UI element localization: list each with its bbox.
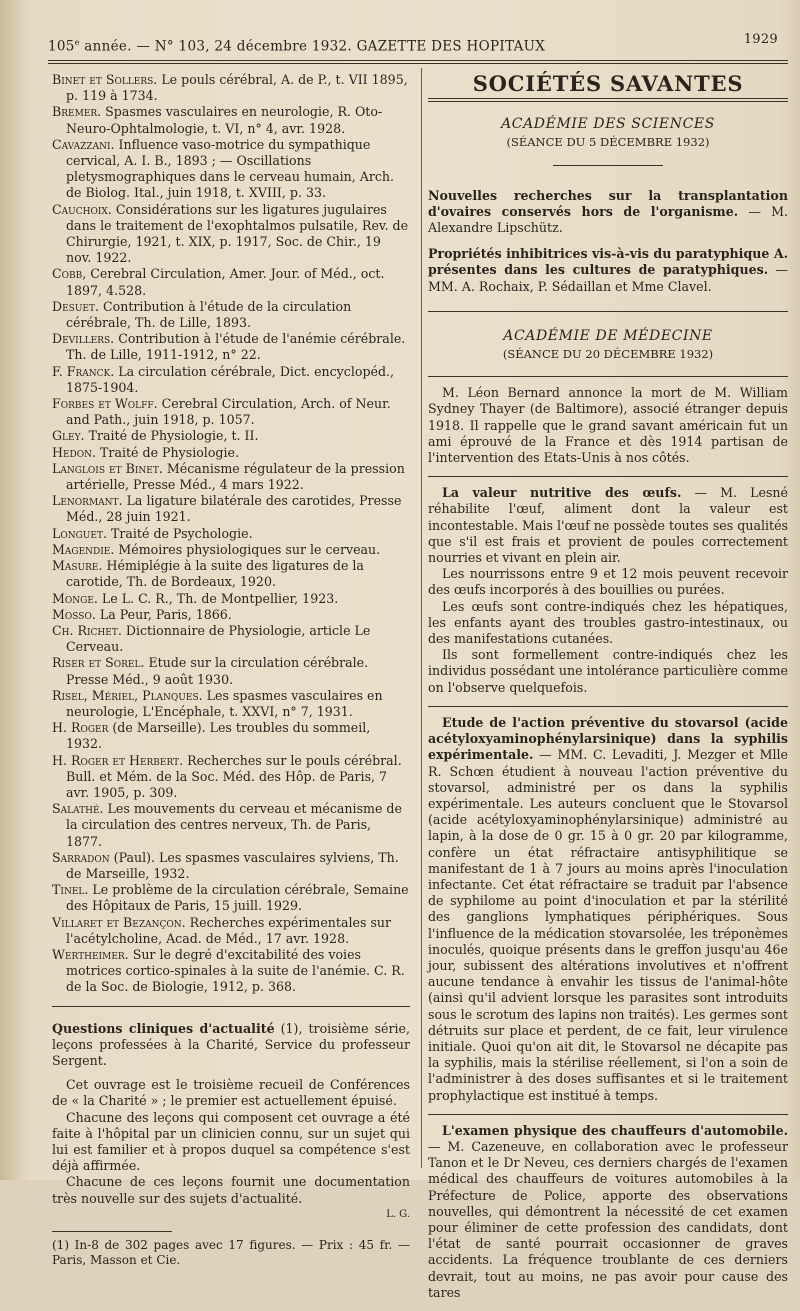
bibliography-entry: [52, 720, 410, 752]
entry-author: Longuet.: [52, 525, 107, 541]
running-header: [48, 32, 778, 60]
entry-author: Sarradon: [52, 849, 110, 865]
communication-item: [428, 1123, 788, 1301]
session-rule: [428, 376, 788, 377]
communication-text: — MM. C. Levaditi, J. Mezger et Mlle R. Schœn étudient à nouveau l'action préventive du stovarsol, administré per os dans la syphilis expérimentale. Les auteurs concluent que le Stovarsol (acide acétyloxyaminophénylarsinique) administré au lapin, à la dose de 0 gr. 15 à 0 gr. 20 par kilogramme, confère un état réfractaire antisyphilitique se manifestant de 1 à 7 jours au moins après l'inoculation infectante. Cet état réfractaire se traduit par l'absence de syphilome au point d'inoculation et par la stérilité des ganglions lymphatiques périphériques. Sous l'influence de la médication stovarsolée, les tréponèmes inoculés, quoique présents dans le greffon jusqu'au 46e jour, subissent des altérations involutives et n'offrent aucune tendance à envahir les tissus de l'animal-hôte (ainsi qu'il advient lorsque les parasites sont introduits sous le scrotum des lapins non traités). Les germes sont détruits sur place et perdent, de ce fait, leur virulence initiale. Quoi qu'on ait dit, le Stovarsol ne décapite pas la syphilis, mais la stérilise réellement, si l'on a soin de l'administrer à des doses suffisantes et si le traitement prophylactique est institué à temps.: [428, 747, 788, 1103]
communication-text: — M. Lesné réhabilite l'œuf, aliment dont la valeur est incontestable. Mais l'œuf ne possède toutes ses qualités que s'il est frais et provient de poules correctement nourries et vivant en plein air.: [428, 485, 788, 566]
bibliography-entry: [52, 753, 410, 802]
footnote-separator: [52, 1231, 172, 1232]
entry-author: Salathé.: [52, 801, 104, 817]
bibliography-entry: [52, 137, 410, 202]
entry-reference: Traité de Physiologie.: [96, 444, 239, 460]
title-rule-thin: [428, 101, 788, 102]
entry-reference: (Paul). Les spasmes vasculaires sylviens, Th. de Marseille, 1932.: [66, 849, 399, 881]
entry-author: Tinel.: [52, 882, 89, 898]
entry-reference: Hémiplégie à la suite des ligatures de la carotide, Th. de Bordeaux, 1920.: [66, 558, 364, 590]
entry-author: Forbes et Wolff.: [52, 396, 158, 412]
communication-text: Ils sont formellement contre-indiqués chez les individus possédant une intolérance particulière comme on l'observe quelquefois.: [428, 647, 788, 695]
bibliography-entry: [52, 542, 410, 558]
communication-text: Les nourrissons entre 9 et 12 mois peuvent recevoir des œufs incorporés à des bouillies ou purées.: [428, 566, 788, 598]
communication-text: Les œufs sont contre-indiqués chez les hépatiques, les enfants ayant des troubles gastro-intestinaux, ou des manifestations cutanées.: [428, 598, 788, 647]
entry-author: H. Roger et Herbert.: [52, 752, 184, 768]
entry-reference: Cerebral Circulation, Amer. Jour. of Méd., oct. 1897, 4.528.: [66, 266, 385, 298]
bibliography-entry: [52, 202, 410, 267]
entry-author: Bremer.: [52, 104, 102, 120]
item-divider: [428, 706, 788, 707]
bibliography-entry: [52, 947, 410, 996]
entry-reference: Sur le degré d'excitabilité des voies motrices cortico-spinales à la suite de l'anémie. C. R. de la Soc. de Biologie, 1912, p. 368.: [66, 946, 405, 995]
review-heading: [52, 1021, 410, 1070]
entry-reference: Dictionnaire de Physiologie, article Le Cerveau.: [66, 622, 371, 655]
bibliography-entry: [52, 364, 410, 396]
bibliography-entry: [52, 104, 410, 136]
entry-reference: Recherches expérimentales sur l'acétylcholine, Acad. de Méd., 17 avr. 1928.: [66, 914, 392, 946]
entry-reference: Traité de Physiologie, t. II.: [84, 428, 259, 444]
entry-reference: La ligature bilatérale des carotides, Presse Méd., 28 juin 1921.: [66, 493, 402, 525]
entry-author: Cobb,: [52, 266, 87, 282]
header-rule: [48, 60, 788, 61]
bibliography-entry: [52, 882, 410, 914]
entry-reference: Spasmes vasculaires en neurologie, R. Oto-Neuro-Ophtalmologie, t. VI, n° 4, avr. 1928.: [66, 104, 383, 136]
header-rule-thin: [48, 63, 788, 64]
entry-reference: (de Marseille). Les troubles du sommeil, 1932.: [66, 720, 371, 752]
review-signature: L. G.: [386, 1208, 410, 1220]
entry-reference: Etude sur la circulation cérébrale. Presse Méd., 9 août 1930.: [66, 655, 369, 687]
entry-author: Desuet.: [52, 298, 99, 314]
entry-author: Cavazzani.: [52, 136, 115, 152]
page-number: 1929: [743, 32, 778, 47]
entry-author: Wertheimer.: [52, 946, 129, 962]
title-rule: [428, 98, 788, 99]
review-paragraph: Cet ouvrage est le troisième recueil de Conférences de « la Charité » ; le premier est actuellement épuisé.: [52, 1077, 410, 1109]
entry-author: Mosso.: [52, 606, 96, 622]
bibliography-entry: [52, 331, 410, 363]
obituary-notice: [428, 385, 788, 466]
entry-author: Villaret et Bezançon.: [52, 914, 186, 930]
academy-name: ACADÉMIE DES SCIENCES: [501, 116, 715, 133]
entry-reference: Mémoires physiologiques sur le cerveau.: [114, 541, 381, 557]
bibliography-entry: [52, 445, 410, 461]
column-divider: [421, 68, 422, 1168]
communication-item: [428, 715, 788, 1104]
bibliography-entry: [52, 801, 410, 850]
header-issue-line: 105e année. — N° 103, 24 décembre 1932. GAZETTE DES HOPITAUX: [48, 38, 546, 55]
entry-reference: Influence vaso-motrice du sympathique cervical, A. I. B., 1893 ; — Oscillations pletysmographiques dans le cerveau humain, Arch. de Biolog. Ital., juin 1918, t. XVIII, p. 33.: [66, 136, 395, 201]
entry-reference: Les mouvements du cerveau et mécanisme de la circulation des centres nerveux, Th. de Paris, 1877.: [66, 801, 402, 849]
entry-reference: Contribution à l'étude de l'anémie cérébrale. Th. de Lille, 1911-1912, n° 22.: [66, 331, 406, 363]
entry-reference: La Peur, Paris, 1866.: [95, 606, 232, 622]
entry-reference: La circulation cérébrale, Dict. encyclopéd., 1875-1904.: [66, 363, 395, 395]
entry-reference: Les spasmes vasculaires en neurologie, L'Encéphale, t. XXVI, n° 7, 1931.: [66, 687, 383, 719]
bibliography-entry: [52, 299, 410, 331]
review-paragraph: Chacune des leçons qui composent cet ouvrage a été faite à l'hôpital par un clinicien connu, sur un sujet qui lui est familier et à propos duquel sa compétence s'est déjà affirmée.: [52, 1109, 410, 1174]
entry-author: Risel, Mériel, Planques.: [52, 687, 203, 703]
review-paragraph: Chacune de ces leçons fournit une documentation très nouvelle sur des sujets d'actualité.: [52, 1174, 410, 1206]
bibliography-list: [52, 72, 410, 996]
bibliography-entry: [52, 72, 410, 104]
communication-authors: — MM. A. Rochaix, P. Sédaillan et Mme Clavel.: [428, 262, 788, 294]
entry-reference: Le pouls cérébral, A. de P., t. VII 1895, p. 119 à 1734.: [66, 72, 408, 104]
entry-reference: Le L. C. R., Th. de Montpellier, 1923.: [97, 590, 339, 606]
bibliography-entry: [52, 850, 410, 882]
bibliography-entry: [52, 623, 410, 655]
section-title: SOCIÉTÉS SAVANTES: [472, 71, 744, 96]
session-date: (SÉANCE DU 5 DÉCEMBRE 1932): [506, 135, 710, 150]
bibliography-entry: [52, 591, 410, 607]
entry-author: H. Roger: [52, 720, 109, 736]
entry-reference: Contribution à l'étude de la circulation cérébrale, Th. de Lille, 1893.: [66, 298, 352, 331]
item-divider: [428, 1114, 788, 1115]
entry-author: Magendie.: [52, 541, 115, 557]
bibliography-entry: [52, 915, 410, 947]
entry-author: Binet et Sollers.: [52, 72, 158, 87]
bibliography-entry: [52, 266, 410, 298]
communication-item: [428, 188, 788, 237]
section-separator: [52, 1006, 410, 1007]
academy-rule: [553, 165, 663, 166]
entry-reference: Mécanisme régulateur de la pression artérielle, Presse Méd., 4 mars 1922.: [66, 460, 405, 493]
academie-sciences: [428, 116, 788, 295]
entry-author: Masure.: [52, 558, 103, 574]
entry-reference: Considérations sur les ligatures jugulaires dans le traitement de l'exophtalmos pulsatile, Rev. de Chirurgie, 1921, t. XIX, p. 1917, Soc. de Chir., 19 nov. 1922.: [66, 201, 409, 266]
bibliography-entry: [52, 607, 410, 623]
communication-text: — M. Cazeneuve, en collaboration avec le professeur Tanon et le Dr Neveu, ces derniers chargés de l'examen médical des chauffeurs de voitures automobiles à la Préfecture de Police, apporte des observations nouvelles, qui démontrent la nécessité de cet examen pour éliminer de cette profession des candidats, dont l'état de santé pourrait occasionner de graves accidents. La fréquence troublante de ces derniers devrait, tout au moins, ne pas avoir pour cause des tares: [428, 1138, 788, 1300]
bibliography-entry: [52, 428, 410, 444]
communication-title: Propriétés inhibitrices vis-à-vis du paratyphique A. présentes dans les cultures de paratyphiques.: [428, 246, 788, 278]
entry-author: Hedon.: [52, 444, 97, 460]
entry-author: F. Franck.: [52, 363, 115, 379]
bibliography-entry: [52, 688, 410, 720]
item-divider: [428, 476, 788, 477]
review-title: Questions cliniques d'actualité: [52, 1020, 275, 1036]
entry-author: Cauchoix.: [52, 201, 112, 217]
obituary-text: M. Léon Bernard annonce la mort de M. William Sydney Thayer (de Baltimore), associé étranger depuis 1918. Il rappelle que le grand savant américain fut un ami éprouvé de la France et dès 1914 partisan de l'intervention des Etats-Unis à nos côtés.: [428, 385, 788, 466]
review-subtitle: (1), troisième série, leçons professées à la Charité, Service du professeur Sergent.: [52, 1020, 410, 1068]
academy-divider: [428, 311, 788, 312]
communication-authors: — M. Alexandre Lipschütz.: [428, 203, 788, 236]
bibliography-entry: [52, 493, 410, 525]
session-date: (SÉANCE DU 20 DÉCEMBRE 1932): [502, 347, 714, 362]
bibliography-entry: [52, 396, 410, 428]
communication-title: L'examen physique des chauffeurs d'automobile.: [442, 1122, 788, 1138]
communication-item: [428, 485, 788, 696]
entry-author: Lenormant.: [52, 493, 123, 509]
entry-author: Devillers.: [52, 331, 115, 347]
entry-reference: Recherches sur le pouls cérébral. Bull. et Mém. de la Soc. Méd. des Hôp. de Paris, 7 avr. 1905, p. 309.: [66, 752, 402, 800]
communication-title: Nouvelles recherches sur la transplantation d'ovaires conservés hors de l'organisme.: [428, 187, 788, 219]
communication-item: [428, 246, 788, 295]
left-column: [52, 72, 410, 1268]
entry-author: Gley.: [52, 428, 85, 444]
entry-reference: Traité de Psychologie.: [106, 525, 253, 541]
entry-reference: Le problème de la circulation cérébrale, Semaine des Hôpitaux de Paris, 15 juill. 1929.: [66, 882, 409, 914]
book-review: [52, 1021, 410, 1268]
entry-reference: Cerebral Circulation, Arch. of Neur. and Path., juin 1918, p. 1057.: [66, 396, 391, 428]
bibliography-entry: [52, 526, 410, 542]
entry-author: Langlois et Binet.: [52, 460, 163, 476]
bibliography-entry: [52, 655, 410, 687]
bibliography-entry: [52, 461, 410, 493]
right-column: [428, 72, 788, 1311]
academie-medecine: [428, 328, 788, 1301]
review-footnote: (1) In-8 de 302 pages avec 17 figures. — Prix : 45 fr. — Paris, Masson et Cie.: [52, 1238, 410, 1268]
bibliography-entry: [52, 558, 410, 590]
entry-author: Riser et Sorel.: [52, 655, 145, 671]
academy-name: ACADÉMIE DE MÉDECINE: [503, 327, 713, 344]
entry-author: Monge.: [52, 590, 98, 606]
communication-title: La valeur nutritive des œufs.: [442, 485, 682, 501]
communication-title: Etude de l'action préventive du stovarsol (acide acétyloxyaminophénylarsinique) dans la syphilis expérimentale.: [428, 714, 788, 763]
entry-author: Ch. Richet.: [52, 622, 122, 638]
